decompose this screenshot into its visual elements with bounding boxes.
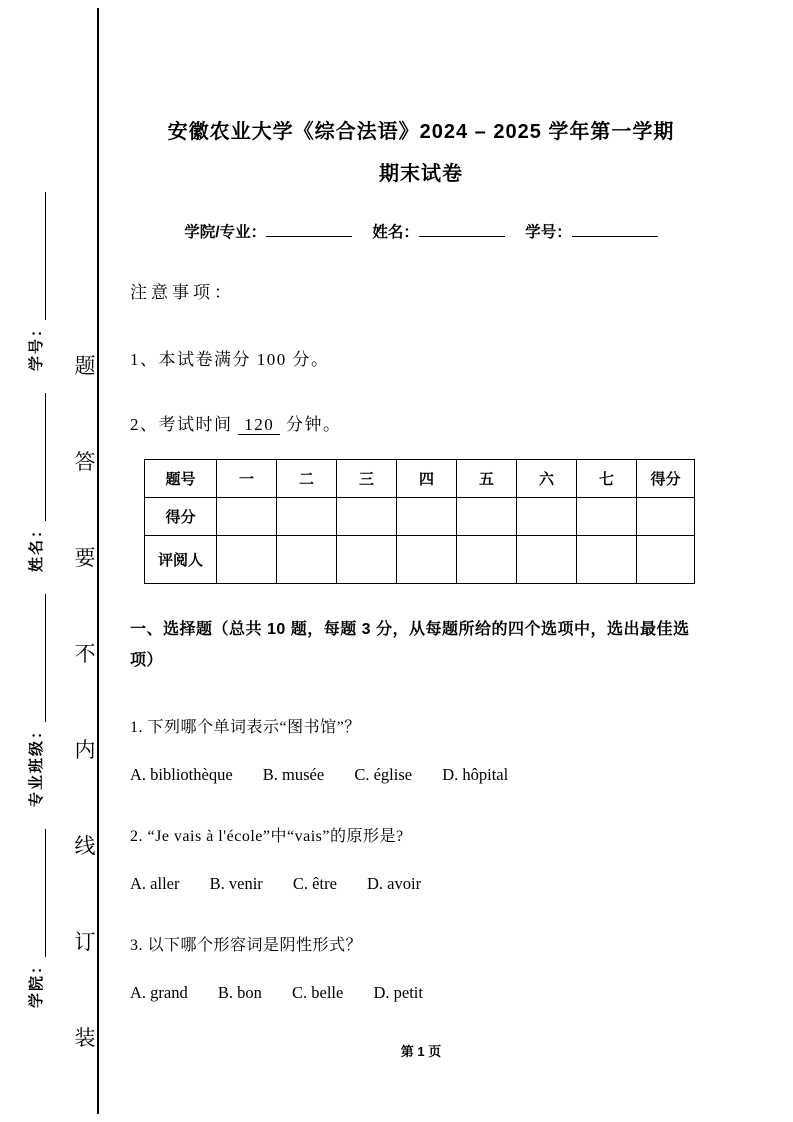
note-2-prefix: 2、考试时间 (130, 415, 233, 434)
exam-title-line2: 期末试卷 (379, 163, 463, 185)
score-row-label: 得分 (145, 498, 217, 536)
question-3 (130, 932, 712, 1003)
seal-student-id-label: 学号： (28, 319, 45, 371)
binding-char-1: 题 (74, 354, 96, 378)
note-2-duration: 120 (238, 415, 280, 435)
binding-char-5: 内 (74, 738, 96, 762)
seal-college-blank (30, 829, 46, 957)
student-id-blank (572, 223, 658, 237)
score-cell (337, 498, 397, 536)
question-2-option-a: A. aller (130, 874, 180, 894)
question-2-text: 2. “Je vais à l'école”中“vais”的原形是? (130, 828, 404, 846)
reviewer-cell (457, 536, 517, 584)
question-1-option-c: C. église (354, 765, 413, 785)
header-section-5: 五 (457, 460, 517, 498)
binding-char-2: 答 (74, 450, 96, 474)
reviewer-row-label: 评阅人 (145, 536, 217, 584)
reviewer-cell (397, 536, 457, 584)
college-major-label: 学院/专业： (184, 224, 267, 241)
page-number: 第 1 页 (400, 1044, 442, 1060)
note-2 (130, 410, 712, 435)
seal-college-label: 学院： (28, 956, 45, 1008)
question-2-option-b: B. venir (209, 874, 263, 894)
header-section-3: 三 (337, 460, 397, 498)
binding-char-7: 订 (74, 930, 96, 954)
section-1-title: 一、选择题（总共 10 题，每题 3 分，从每题所给的四个选项中，选出最佳选项） (130, 621, 690, 670)
score-cell (397, 498, 457, 536)
question-2-option-d: D. avoir (367, 874, 422, 894)
binding-char-8: 装 (74, 1026, 96, 1050)
reviewer-cell (277, 536, 337, 584)
note-2-suffix: 分钟。 (286, 415, 342, 434)
question-1-option-d: D. hôpital (442, 765, 509, 785)
score-cell (517, 498, 577, 536)
header-section-4: 四 (397, 460, 457, 498)
question-3-options (130, 983, 712, 1003)
question-1-text: 1. 下列哪个单词表示“图书馆”？ (130, 719, 361, 737)
reviewer-cell (217, 536, 277, 584)
note-1: 1、本试卷满分 100 分。 (130, 350, 330, 369)
name-blank (419, 223, 505, 237)
reviewer-cell (577, 536, 637, 584)
score-cell (457, 498, 517, 536)
question-3-option-b: B. bon (217, 983, 262, 1003)
score-cell (217, 498, 277, 536)
score-cell (637, 498, 695, 536)
header-section-2: 二 (277, 460, 337, 498)
question-3-option-a: A. grand (130, 983, 188, 1003)
score-cell (277, 498, 337, 536)
student-info-line (130, 220, 712, 242)
score-table-header-row (145, 460, 695, 498)
name-label: 姓名： (372, 224, 419, 241)
reviewer-cell (637, 536, 695, 584)
question-3-text: 3. 以下哪个形容词是阴性形式？ (130, 937, 363, 955)
seal-class-blank (30, 594, 46, 722)
student-id-label: 学号： (525, 224, 572, 241)
question-2 (130, 823, 712, 894)
seal-name-label: 姓名： (28, 520, 45, 572)
binding-line-caption (74, 350, 96, 1052)
score-cell (577, 498, 637, 536)
question-2-option-c: C. être (292, 874, 337, 894)
question-3-option-d: D. petit (373, 983, 423, 1003)
seal-field-student-id (25, 192, 46, 371)
question-1-options (130, 765, 712, 785)
reviewer-row (145, 536, 695, 584)
exam-content (130, 0, 712, 1060)
binding-char-6: 线 (74, 834, 96, 858)
binding-char-3: 要 (74, 546, 96, 570)
seal-class-label: 专业班级： (28, 721, 45, 807)
binding-char-4: 不 (74, 642, 96, 666)
header-score: 得分 (637, 460, 695, 498)
question-3-option-c: C. belle (292, 983, 344, 1003)
college-major-blank (266, 223, 352, 237)
score-row (145, 498, 695, 536)
seal-field-college (25, 829, 46, 1008)
seal-student-id-blank (30, 192, 46, 320)
seal-divider-line (97, 8, 99, 1114)
reviewer-cell (517, 536, 577, 584)
question-1-option-a: A. bibliothèque (130, 765, 233, 785)
question-1-option-b: B. musée (262, 765, 325, 785)
notes-heading: 注意事项： (130, 283, 235, 302)
exam-title-line1: 安徽农业大学《综合法语》2024 – 2025 学年第一学期 (167, 121, 675, 143)
header-question-number: 题号 (145, 460, 217, 498)
question-1 (130, 714, 712, 785)
question-2-options (130, 874, 712, 894)
header-section-1: 一 (217, 460, 277, 498)
header-section-6: 六 (517, 460, 577, 498)
score-table (144, 459, 695, 584)
reviewer-cell (337, 536, 397, 584)
seal-info-fields (24, 70, 46, 1008)
seal-name-blank (30, 393, 46, 521)
seal-field-name (25, 393, 46, 572)
seal-field-class (25, 594, 46, 807)
header-section-7: 七 (577, 460, 637, 498)
